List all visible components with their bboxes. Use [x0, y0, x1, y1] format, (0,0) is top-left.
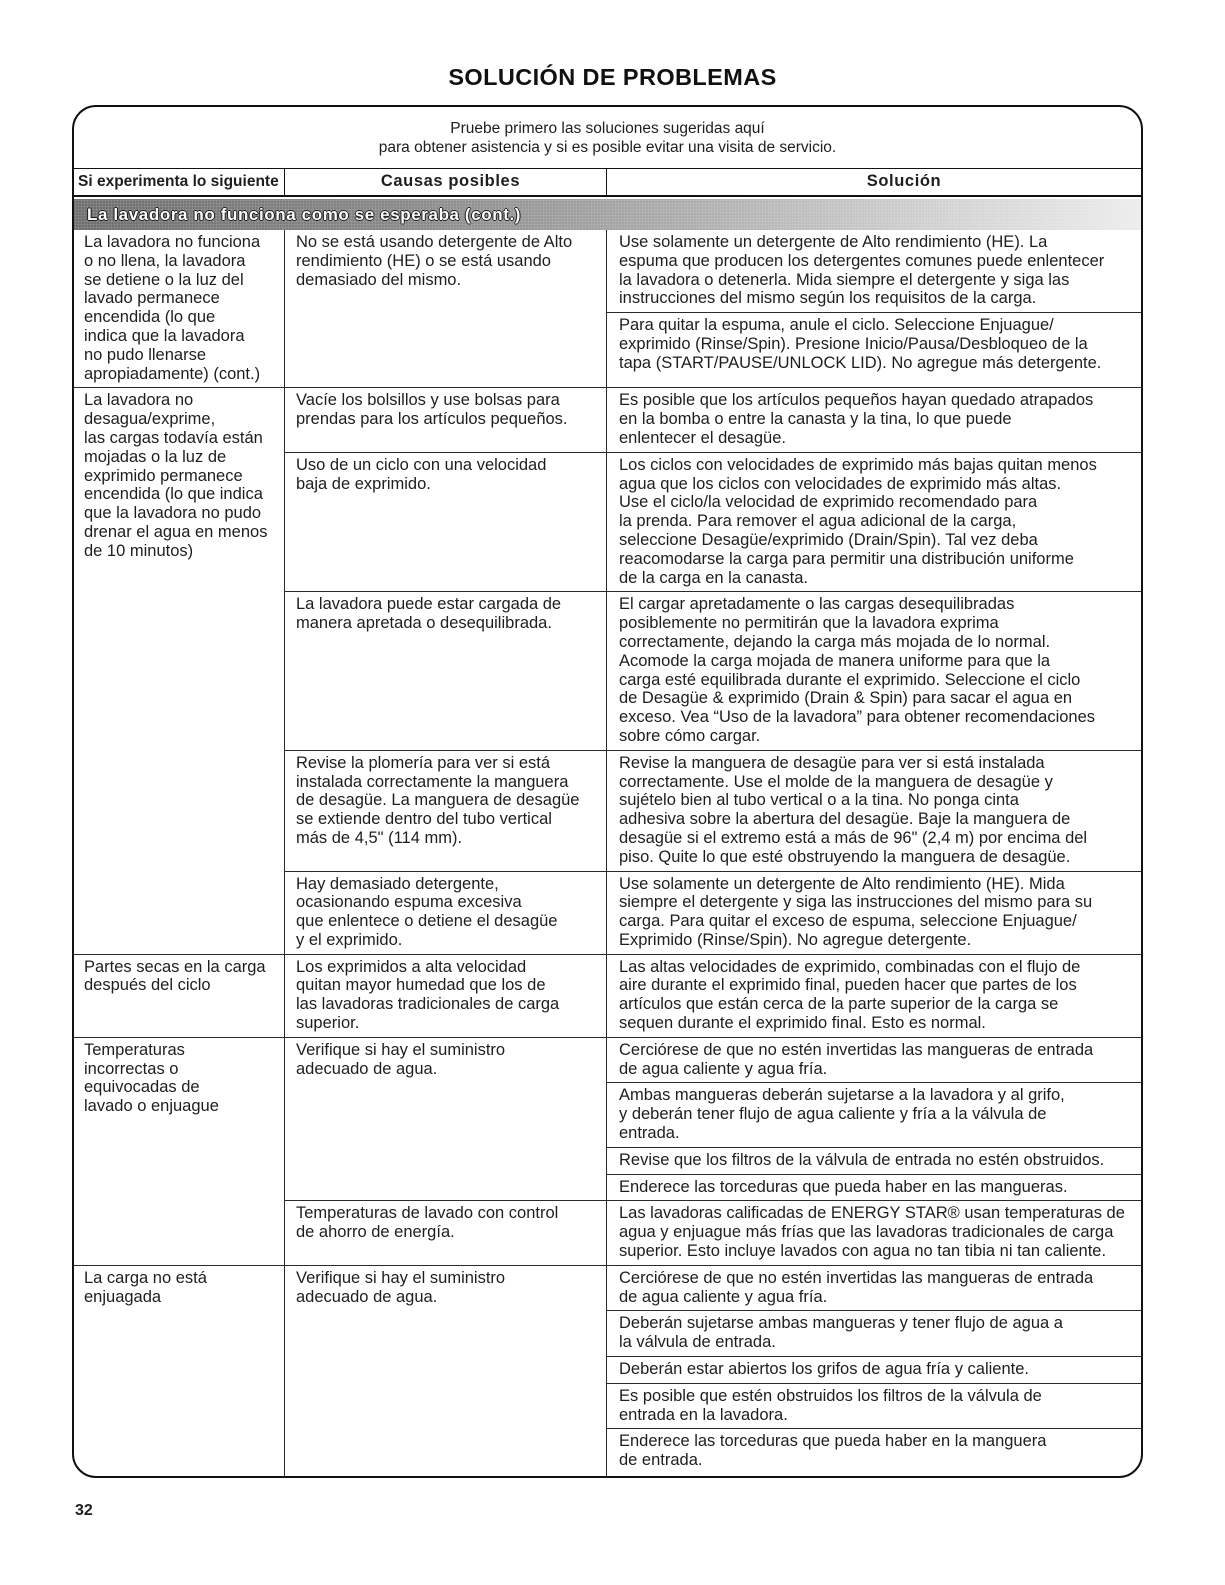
text-line: Use el ciclo/la velocidad de exprimido recomendado para: [619, 493, 1038, 512]
text-line: Para quitar la espuma, anule el ciclo. Seleccione Enjuague/: [619, 316, 1054, 335]
text-line: Use solamente un detergente de Alto rendimiento (HE). Mida: [619, 874, 1065, 893]
text-line: desagüe si el extremo está a más de 96" (2,4 m) por encima del: [619, 828, 1088, 847]
problem-group: [74, 387, 1141, 953]
text-line: más de 4,5" (114 mm).: [296, 828, 463, 847]
text-line: después del ciclo: [84, 976, 211, 995]
text-line: entrada en la lavadora.: [619, 1405, 788, 1424]
text-line: Cerciórese de que no estén invertidas las mangueras de entrada: [619, 1268, 1094, 1287]
text-line: demasiado del mismo.: [296, 270, 462, 289]
table-body: [74, 230, 1141, 1476]
text-line: sequen durante el exprimido final. Esto es normal.: [619, 1014, 986, 1033]
text-line: Deberán sujetarse ambas mangueras y tener flujo de agua a: [619, 1314, 1063, 1333]
text-line: Es posible que los artículos pequeños hayan quedado atrapados: [619, 391, 1094, 410]
cause-cell: [285, 751, 607, 871]
text-line: reacomodarse la carga para permitir una distribución uniforme: [619, 549, 1074, 568]
text-line: Cerciórese de que no estén invertidas las mangueras de entrada: [619, 1040, 1094, 1059]
solution-cell: [607, 1147, 1141, 1174]
text-line: exceso. Vea “Uso de la lavadora” para obtener recomendaciones: [619, 708, 1096, 727]
text-line: Enderece las torceduras que pueda haber en las mangueras.: [619, 1177, 1068, 1196]
text-line: lavado o enjuague: [84, 1097, 219, 1116]
text-line: de la carga en la canasta.: [619, 568, 808, 587]
solution-cell: [607, 230, 1141, 312]
text-line: carga. Para quitar el exceso de espuma, seleccione Enjuague/: [619, 912, 1077, 931]
text-line: La lavadora puede estar cargada de: [296, 595, 562, 614]
text-line: de ahorro de energía.: [296, 1223, 455, 1242]
text-line: piso. Quite lo que esté obstruyendo la manguera de desagüe.: [619, 847, 1071, 866]
cause-row: [285, 388, 1141, 451]
text-line: Los exprimidos a alta velocidad: [296, 957, 527, 976]
text-line: Temperaturas de lavado con control: [296, 1204, 559, 1223]
text-line: Revise que los filtros de la válvula de entrada no estén obstruidos.: [619, 1150, 1105, 1169]
problem-cell: [74, 955, 285, 1037]
solutions-list: [607, 751, 1141, 871]
cause-row: [285, 1200, 1141, 1264]
text-line: se extiende dentro del tubo vertical: [296, 810, 552, 829]
cause-cell: [285, 453, 607, 592]
text-line: Verifique si hay el suministro: [296, 1040, 506, 1059]
solution-cell: [607, 1310, 1141, 1356]
text-line: Es posible que estén obstruidos los filtros de la válvula de: [619, 1386, 1042, 1405]
solutions-list: [607, 1038, 1141, 1201]
cause-row: [285, 1038, 1141, 1201]
text-line: Los ciclos con velocidades de exprimido más bajas quitan menos: [619, 455, 1097, 474]
text-line: adecuado de agua.: [296, 1287, 438, 1306]
text-line: apropiadamente) (cont.): [84, 364, 261, 383]
text-line: la prenda. Para remover el agua adicional de la carga,: [619, 512, 1017, 531]
text-line: de agua caliente y agua fría.: [619, 1059, 828, 1078]
text-line: Las altas velocidades de exprimido, combinadas con el flujo de: [619, 957, 1081, 976]
problem-cell: [74, 230, 285, 387]
problem-group: [74, 954, 1141, 1037]
solutions-list: [607, 1201, 1141, 1264]
solutions-list: [607, 955, 1141, 1037]
text-line: equivocadas de: [84, 1078, 200, 1097]
solution-cell: [607, 1201, 1141, 1264]
cause-row: [285, 750, 1141, 871]
text-line: la válvula de entrada.: [619, 1333, 776, 1352]
text-line: lavado permanece: [84, 289, 220, 308]
text-line: adecuado de agua.: [296, 1059, 438, 1078]
text-line: correctamente. Use el molde de la manguera de desagüe y: [619, 772, 1053, 791]
solution-cell: [607, 1082, 1141, 1146]
text-line: baja de exprimido.: [296, 474, 431, 493]
text-line: La carga no está: [84, 1268, 207, 1287]
text-line: La lavadora no funciona: [84, 233, 261, 251]
text-line: Deberán estar abiertos los grifos de agua fría y caliente.: [619, 1360, 1029, 1379]
text-line: enlentecer el desagüe.: [619, 428, 786, 447]
text-line: sujételo bien al tubo vertical o a la tina. No ponga cinta: [619, 791, 1019, 810]
text-line: de 10 minutos): [84, 541, 194, 560]
text-line: correctamente, dejando la carga más mojada de lo normal.: [619, 632, 1051, 651]
solution-cell: [607, 1356, 1141, 1383]
text-line: de agua caliente y agua fría.: [619, 1287, 828, 1306]
text-line: de entrada.: [619, 1451, 703, 1470]
cause-row: [285, 591, 1141, 749]
cause-row: [285, 452, 1141, 592]
text-line: manera apretada o desequilibrada.: [296, 614, 552, 633]
solution-cell: [607, 1038, 1141, 1083]
text-line: siempre el detergente y siga las instrucciones del mismo para su: [619, 893, 1093, 912]
table-header: [74, 168, 1141, 197]
text-line: agua que los ciclos con velocidades de exprimido más altas.: [619, 474, 1062, 493]
solutions-list: [607, 230, 1141, 387]
solution-cell: [607, 1383, 1141, 1429]
problem-cell: [74, 388, 285, 953]
text-line: El cargar apretadamente o las cargas desequilibradas: [619, 595, 1015, 614]
text-line: sobre cómo cargar.: [619, 726, 761, 745]
problem-group: [74, 1265, 1141, 1476]
problem-cell: [74, 1266, 285, 1476]
text-line: La lavadora no: [84, 391, 194, 410]
intro-line: para obtener asistencia y si es posible evitar una visita de servicio.: [378, 139, 837, 156]
intro-text: [74, 107, 1141, 168]
solution-cell: [607, 1174, 1141, 1201]
causes-column: [285, 230, 1141, 387]
text-line: agua y enjuague más frías que las lavadoras tradicionales de carga: [619, 1223, 1114, 1242]
text-line: seleccione Desagüe/exprimido (Drain/Spin). Tal vez deba: [619, 530, 1038, 549]
solution-cell: [607, 592, 1141, 749]
text-line: Use solamente un detergente de Alto rendimiento (HE). La: [619, 233, 1048, 251]
text-line: mojadas o la luz de: [84, 447, 227, 466]
text-line: carga esté equilibrada durante el exprimido. Seleccione el ciclo: [619, 670, 1081, 689]
solution-cell: [607, 453, 1141, 592]
problem-group: [74, 230, 1141, 387]
text-line: quitan mayor humedad que los de: [296, 976, 546, 995]
text-line: prendas para los artículos pequeños.: [296, 410, 568, 429]
text-line: instalada correctamente la manguera: [296, 772, 569, 791]
solution-cell: [607, 1266, 1141, 1311]
text-line: encendida (lo que indica: [84, 485, 263, 504]
text-line: la lavadora o detenerla. Mida siempre el detergente y siga las: [619, 270, 1070, 289]
text-line: rendimiento (HE) o se está usando: [296, 251, 551, 270]
solutions-list: [607, 1266, 1141, 1476]
text-line: aire durante el exprimido final, pueden hacer que partes de los: [619, 976, 1077, 995]
header-causes: Causas posibles: [285, 169, 607, 195]
cause-cell: [285, 955, 607, 1037]
text-line: encendida (lo que: [84, 308, 216, 327]
text-line: enjuagada: [84, 1287, 162, 1306]
text-line: de desagüe. La manguera de desagüe: [296, 791, 580, 810]
text-line: superior. Esto incluye lavados con agua no tan tibia ni tan caliente.: [619, 1242, 1107, 1261]
cause-cell: [285, 1266, 607, 1476]
section-heading: La lavadora no funciona como se esperaba (cont.): [74, 199, 1141, 230]
text-line: que la lavadora no pudo: [84, 504, 262, 523]
text-line: superior.: [296, 1014, 360, 1033]
text-line: Enderece las torceduras que pueda haber en la manguera: [619, 1432, 1047, 1451]
text-line: desagua/exprime,: [84, 410, 216, 429]
causes-column: [285, 1038, 1141, 1265]
text-line: o no llena, la lavadora: [84, 251, 246, 270]
page-title: SOLUCIÓN DE PROBLEMAS: [448, 64, 777, 90]
text-line: Temperaturas: [84, 1040, 185, 1059]
cause-cell: [285, 592, 607, 749]
solution-cell: [607, 312, 1141, 387]
text-line: exprimido (Rinse/Spin). Presione Inicio/Pausa/Desbloqueo de la: [619, 334, 1088, 353]
header-solution: Solución: [866, 172, 942, 190]
text-line: exprimido permanece: [84, 466, 243, 485]
text-line: ocasionando espuma excesiva: [296, 893, 522, 912]
text-line: las cargas todavía están: [84, 428, 263, 447]
text-line: tapa (START/PAUSE/UNLOCK LID). No agregue más detergente.: [619, 353, 1102, 372]
solutions-list: [607, 592, 1141, 749]
text-line: Ambas mangueras deberán sujetarse a la lavadora y al grifo,: [619, 1086, 1065, 1105]
solution-cell: [607, 751, 1141, 871]
causes-column: [285, 1266, 1141, 1476]
cause-row: [285, 230, 1141, 387]
cause-row: [285, 1266, 1141, 1476]
solutions-list: [607, 453, 1141, 592]
solution-cell: [607, 872, 1141, 954]
cause-cell: [285, 230, 607, 387]
cause-cell: [285, 1201, 607, 1264]
text-line: Vacíe los bolsillos y use bolsas para: [296, 391, 560, 410]
solutions-list: [607, 388, 1141, 451]
text-line: incorrectas o: [84, 1059, 179, 1078]
intro-line: Pruebe primero las soluciones sugeridas aquí: [450, 120, 765, 137]
solution-cell: [607, 955, 1141, 1037]
cause-row: [285, 955, 1141, 1037]
text-line: no pudo llenarse: [84, 345, 207, 364]
text-line: artículos que están cerca de la parte superior de la carga se: [619, 995, 1059, 1014]
text-line: Revise la manguera de desagüe para ver si está instalada: [619, 753, 1045, 772]
header-problem: Si experimenta lo siguiente: [74, 169, 285, 195]
text-line: adhesiva sobre la abertura del desagüe. Baje la manguera de: [619, 810, 1071, 829]
cause-row: [285, 871, 1141, 954]
text-line: espuma que producen los detergentes comunes puede enlentecer: [619, 251, 1105, 270]
solution-cell: [607, 388, 1141, 451]
text-line: Hay demasiado detergente,: [296, 874, 499, 893]
solution-cell: [607, 1428, 1141, 1476]
text-line: y el exprimido.: [296, 930, 403, 949]
text-line: en la bomba o entre la canasta y la tina, lo que puede: [619, 410, 1012, 429]
text-line: que enlentece o detiene el desagüe: [296, 912, 558, 931]
text-line: Partes secas en la carga: [84, 957, 266, 976]
cause-cell: [285, 1038, 607, 1201]
text-line: y deberán tener flujo de agua caliente y fría a la válvula de: [619, 1105, 1047, 1124]
text-line: Acomode la carga mojada de manera uniforme para que la: [619, 651, 1051, 670]
causes-column: [285, 955, 1141, 1037]
text-line: Revise la plomería para ver si está: [296, 753, 551, 772]
text-line: indica que la lavadora: [84, 326, 245, 345]
text-line: se detiene o la luz del: [84, 270, 244, 289]
cause-cell: [285, 872, 607, 954]
troubleshooting-table: [72, 105, 1143, 1478]
text-line: de Desagüe & exprimido (Drain & Spin) para sacar el agua en: [619, 689, 1073, 708]
solutions-list: [607, 872, 1141, 954]
problem-cell: [74, 1038, 285, 1265]
text-line: No se está usando detergente de Alto: [296, 233, 573, 251]
text-line: Verifique si hay el suministro: [296, 1268, 506, 1287]
text-line: posiblemente no permitirán que la lavadora exprima: [619, 614, 999, 633]
text-line: Exprimido (Rinse/Spin). No agregue detergente.: [619, 930, 972, 949]
text-line: entrada.: [619, 1124, 680, 1143]
text-line: instrucciones del mismo según los requisitos de la carga.: [619, 289, 1037, 308]
problem-group: [74, 1037, 1141, 1265]
text-line: drenar el agua en menos: [84, 522, 268, 541]
text-line: las lavadoras tradicionales de carga: [296, 995, 560, 1014]
text-line: Uso de un ciclo con una velocidad: [296, 455, 547, 474]
cause-cell: [285, 388, 607, 451]
causes-column: [285, 388, 1141, 953]
text-line: Las lavadoras calificadas de ENERGY STAR® usan temperaturas de: [619, 1204, 1125, 1223]
page-number: 32: [75, 1502, 93, 1519]
